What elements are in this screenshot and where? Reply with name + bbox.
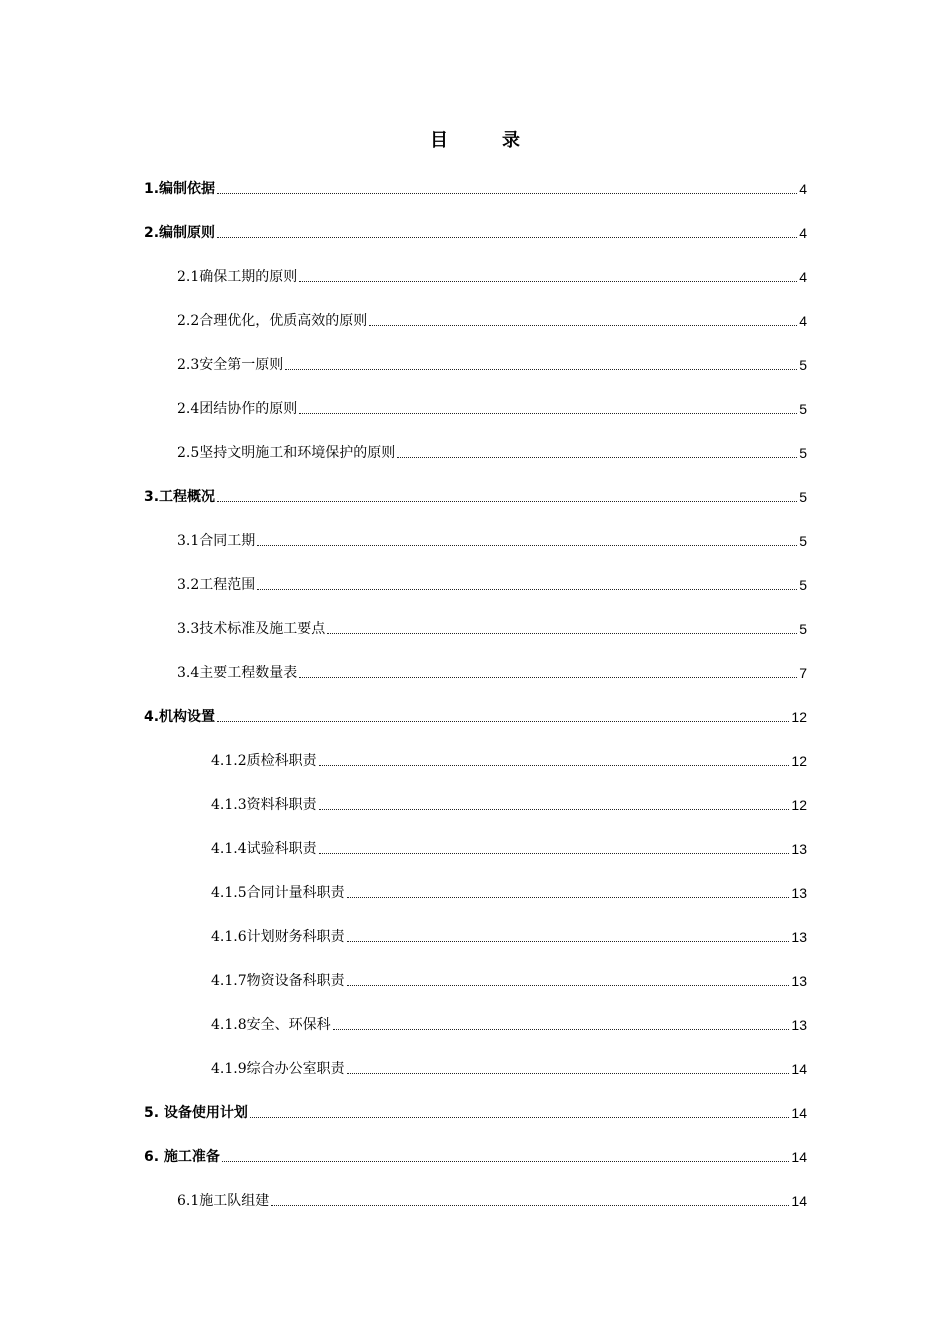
toc-entry-label: 3.2工程范围 — [177, 577, 256, 593]
toc-entry[interactable] — [144, 484, 807, 506]
toc-page-number: 13 — [791, 1017, 807, 1033]
toc-dot-leader — [347, 1072, 790, 1074]
toc-entry[interactable] — [177, 616, 807, 638]
toc-dot-leader — [369, 324, 797, 326]
toc-page-number: 13 — [791, 929, 807, 945]
toc-entry-label: 2.3安全第一原则 — [177, 357, 284, 373]
toc-entry[interactable] — [211, 1056, 807, 1078]
toc-entry-label: 2.5坚持文明施工和环境保护的原则 — [177, 445, 396, 461]
toc-page-number: 14 — [791, 1105, 807, 1121]
toc-dot-leader — [257, 588, 797, 590]
toc-dot-leader — [271, 1204, 789, 1206]
toc-page-number: 12 — [791, 709, 807, 725]
toc-dot-leader — [217, 192, 797, 194]
toc-entry[interactable] — [144, 220, 807, 242]
toc-dot-leader — [257, 544, 797, 546]
toc-entry-label: 3.4主要工程数量表 — [177, 665, 298, 681]
toc-entry-label: 6. 施工准备 — [144, 1149, 220, 1165]
toc-entry-label: 3.1合同工期 — [177, 533, 256, 549]
toc-entry[interactable] — [144, 176, 807, 198]
toc-dot-leader — [217, 500, 797, 502]
toc-entry-label: 6.1施工队组建 — [177, 1193, 270, 1209]
toc-page-number: 14 — [791, 1149, 807, 1165]
toc-entry-label: 4.1.6计划财务科职责 — [211, 929, 345, 945]
toc-page-number: 7 — [799, 665, 807, 681]
toc-dot-leader — [333, 1028, 790, 1030]
toc-dot-leader — [347, 896, 790, 898]
toc-entry[interactable] — [177, 660, 807, 682]
toc-dot-leader — [397, 456, 797, 458]
toc-entry[interactable] — [177, 308, 807, 330]
toc-entry[interactable] — [144, 1100, 807, 1122]
toc-dot-leader — [299, 676, 797, 678]
toc-entry-label: 5. 设备使用计划 — [144, 1105, 248, 1121]
toc-page-number: 4 — [799, 181, 807, 197]
toc-entry-label: 4.1.9综合办公室职责 — [211, 1061, 345, 1077]
toc-entry-label: 2.编制原则 — [144, 225, 216, 241]
toc-page-number: 13 — [791, 973, 807, 989]
toc-page-number: 12 — [791, 753, 807, 769]
toc-entry-label: 4.1.2质检科职责 — [211, 753, 317, 769]
toc-page-number: 4 — [799, 269, 807, 285]
toc-dot-leader — [327, 632, 797, 634]
toc-entry[interactable] — [177, 572, 807, 594]
toc-entry[interactable] — [177, 264, 807, 286]
toc-page-number: 12 — [791, 797, 807, 813]
toc-entry-label: 3.3技术标准及施工要点 — [177, 621, 326, 637]
toc-entry[interactable] — [177, 528, 807, 550]
toc-dot-leader — [285, 368, 797, 370]
toc-entry-label: 2.2合理优化，优质高效的原则 — [177, 313, 368, 329]
toc-entry[interactable] — [144, 704, 807, 726]
toc-entry[interactable] — [211, 924, 807, 946]
toc-entry-label: 4.1.3资料科职责 — [211, 797, 317, 813]
toc-entry[interactable] — [177, 352, 807, 374]
toc-entry[interactable] — [211, 968, 807, 990]
toc-entry[interactable] — [211, 748, 807, 770]
toc-page-number: 5 — [799, 445, 807, 461]
toc-entry[interactable] — [211, 880, 807, 902]
toc-dot-leader — [319, 764, 790, 766]
toc-entry[interactable] — [211, 836, 807, 858]
toc-dot-leader — [217, 236, 797, 238]
toc-page-number: 5 — [799, 533, 807, 549]
toc-entry-label: 2.4团结协作的原则 — [177, 401, 298, 417]
toc-entry-label: 4.1.8安全、环保科 — [211, 1017, 331, 1033]
toc-page-number: 4 — [799, 313, 807, 329]
toc-entry[interactable] — [177, 1188, 807, 1210]
toc-page-number: 5 — [799, 401, 807, 417]
toc-entry-label: 4.机构设置 — [144, 709, 216, 725]
toc-entry[interactable] — [144, 1144, 807, 1166]
toc-page-number: 13 — [791, 841, 807, 857]
toc-entry-label: 2.1确保工期的原则 — [177, 269, 298, 285]
toc-page-number: 5 — [799, 577, 807, 593]
toc-entry[interactable] — [177, 440, 807, 462]
toc-dot-leader — [222, 1160, 789, 1162]
toc-page-number: 13 — [791, 885, 807, 901]
toc-page-number: 5 — [799, 621, 807, 637]
toc-entry[interactable] — [211, 792, 807, 814]
toc-title: 目 录 — [430, 130, 538, 151]
toc-page-number: 14 — [791, 1061, 807, 1077]
toc-entry-label: 4.1.7物资设备科职责 — [211, 973, 345, 989]
toc-dot-leader — [347, 984, 790, 986]
toc-entry-label: 4.1.5合同计量科职责 — [211, 885, 345, 901]
toc-dot-leader — [299, 280, 797, 282]
toc-entry[interactable] — [177, 396, 807, 418]
toc-entry-label: 1.编制依据 — [144, 181, 216, 197]
toc-page-number: 14 — [791, 1193, 807, 1209]
toc-entry-label: 3.工程概况 — [144, 489, 216, 505]
toc-entry-label: 4.1.4试验科职责 — [211, 841, 317, 857]
toc-page-number: 5 — [799, 357, 807, 373]
toc-dot-leader — [217, 720, 789, 722]
toc-dot-leader — [319, 808, 790, 810]
toc-dot-leader — [319, 852, 790, 854]
toc-dot-leader — [347, 940, 790, 942]
toc-dot-leader — [250, 1116, 789, 1118]
toc-entry[interactable] — [211, 1012, 807, 1034]
toc-dot-leader — [299, 412, 797, 414]
toc-page-number: 5 — [799, 489, 807, 505]
toc-page-number: 4 — [799, 225, 807, 241]
